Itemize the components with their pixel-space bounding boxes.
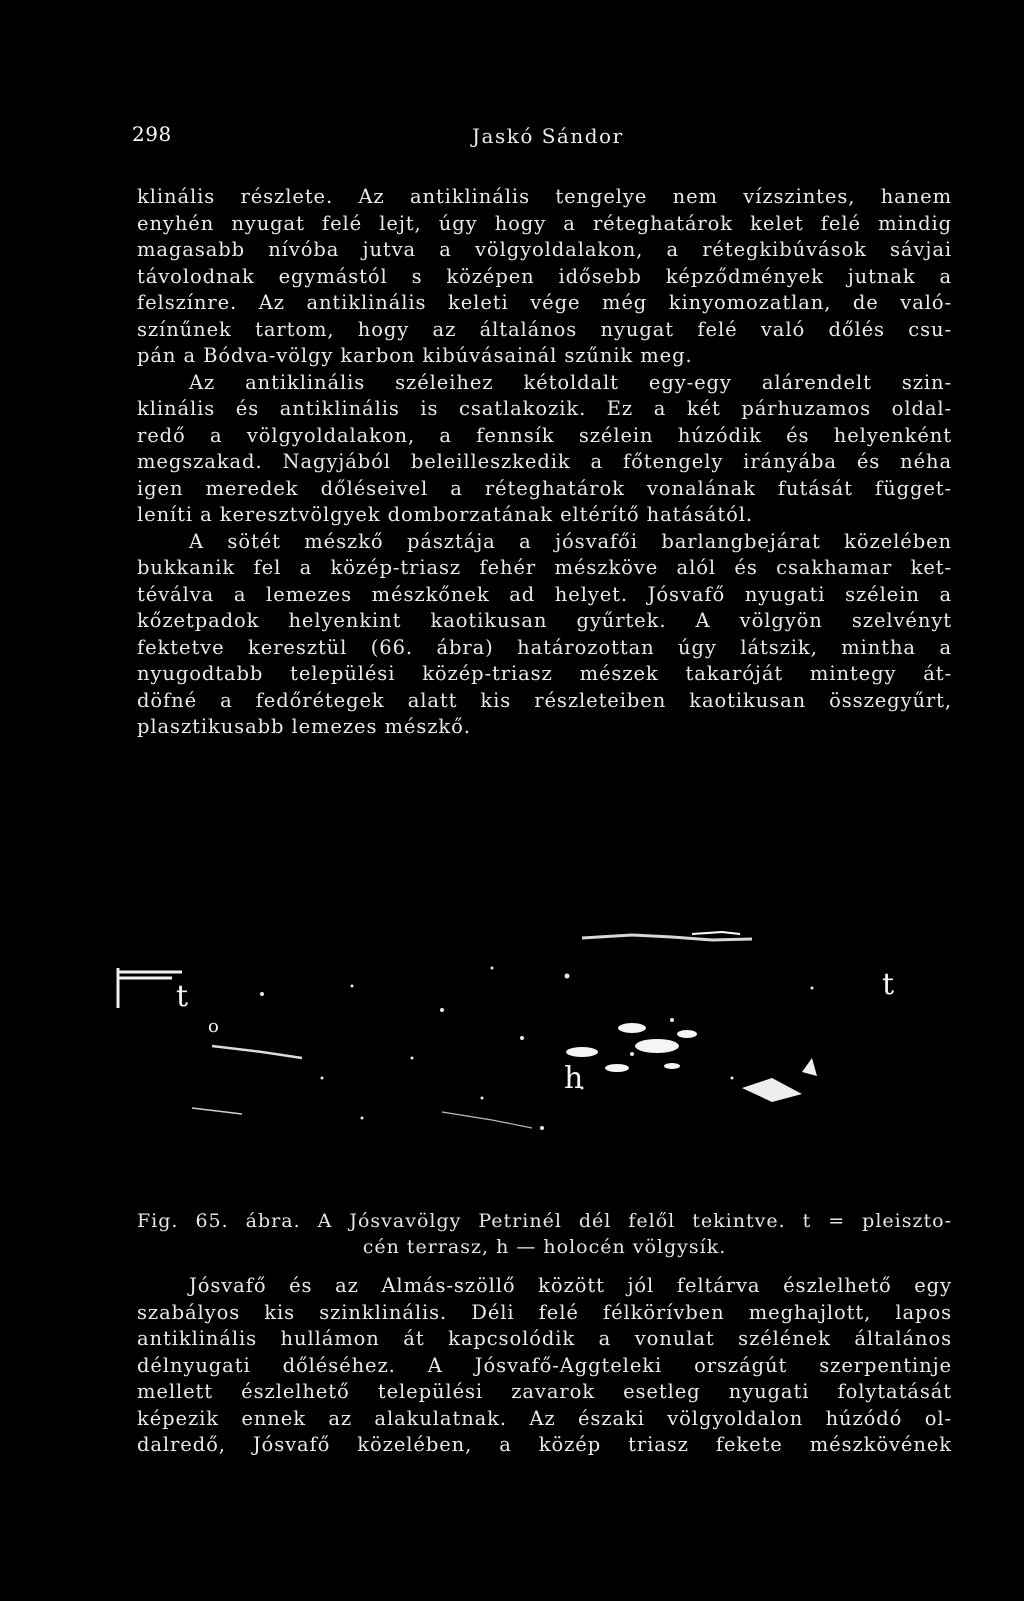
text-line: színűnek tartom, hogy az általános nyugat felé való dőlés csu- xyxy=(137,317,952,341)
label-h: h xyxy=(564,1061,584,1096)
running-head: Jaskó Sándor xyxy=(472,124,624,148)
text-line: igen meredek dőléseivel a réteghatárok vonalának futását függet- xyxy=(137,476,952,500)
caption-line: cén terrasz, h — holocén völgysík. xyxy=(362,1236,727,1258)
label-o: o xyxy=(208,1016,219,1037)
text-line: enyhén nyugat felé lejt, úgy hogy a réteghatárok kelet felé mindig xyxy=(137,211,952,235)
text-line: klinális és antiklinális is csatlakozik. Ez a két párhuzamos oldal- xyxy=(137,397,952,420)
text-line: Az antiklinális széleihez kétoldalt egy-egy alárendelt szin- xyxy=(189,370,952,394)
text-line: távolodnak egymástól s középen idősebb képződmények jutnak a xyxy=(137,264,952,288)
text-line: mellett észlelhető települési zavarok esetleg nyugati folytatását xyxy=(137,1380,952,1403)
label-t-right: t xyxy=(882,967,895,1002)
text-line: Jósvafő és az Almás-szöllő között jól feltárva észlelhető egy xyxy=(189,1274,952,1297)
text-line: pán a Bódva-völgy karbon kibúvásainál szűnik meg. xyxy=(137,344,693,367)
text-line: képezik ennek az alakulatnak. Az északi völgyoldalon húzódó ol- xyxy=(137,1406,952,1430)
text-line: fektetve keresztül (66. ábra) határozottan úgy látszik, mintha a xyxy=(137,635,952,659)
text-line: megszakad. Nagyjából beleilleszkedik a főtengely irányába és néha xyxy=(137,450,952,473)
text-line: döfné a fedőrétegek alatt kis részleteiben kaotikusan összegyűrt, xyxy=(137,688,952,712)
text-line: kőzetpadok helyenkint kaotikusan gyűrtek. A völgyön szelvényt xyxy=(137,609,952,632)
body-text-lower xyxy=(137,1273,952,1459)
body-text-upper xyxy=(137,184,952,741)
valley-photograph xyxy=(112,928,924,1218)
label-t-left: t xyxy=(176,979,189,1014)
text-line: szabályos kis szinklinális. Déli felé félkörívben meghajlott, lapos xyxy=(137,1300,952,1324)
text-line: leníti a keresztvölgyek domborzatának eltérítő hatásától. xyxy=(137,503,753,526)
figure-caption xyxy=(137,1208,952,1260)
text-line: bukkanik fel a közép-triasz fehér mészköve alól és csakhamar ket- xyxy=(137,556,952,579)
text-line: antiklinális hullámon át kapcsolódik a vonulat szélének általános xyxy=(137,1327,952,1350)
text-line: délnyugati dőléséhez. A Jósvafő-Aggteleki országút szerpentinje xyxy=(137,1353,952,1377)
text-line: klinális részlete. Az antiklinális tengelye nem vízszintes, hanem xyxy=(137,185,952,208)
text-line: nyugodtabb települési közép-triasz mészek takaróját mintegy át- xyxy=(137,662,952,685)
page-header xyxy=(132,122,952,152)
text-line: A sötét mészkő pásztája a jósvafői barlangbejárat közelében xyxy=(189,529,952,553)
text-line: felszínre. Az antiklinális keleti vége még kinyomozatlan, de való- xyxy=(137,291,952,314)
text-line: redő a völgyoldalakon, a fennsík szélein húzódik és helyenként xyxy=(137,423,952,447)
text-line: plasztikusabb lemezes mészkő. xyxy=(137,715,471,738)
valley-photograph-figure xyxy=(112,928,924,1218)
text-line: magasabb nívóba jutva a völgyoldalakon, a rétegkibúvások sávjai xyxy=(137,238,952,261)
text-line: téválva a lemezes mészkőnek ad helyet. Jósvafő nyugati szélein a xyxy=(137,582,952,606)
page-number: 298 xyxy=(132,122,172,146)
caption-line: Fig. 65. ábra. A Jósvavölgy Petrinél dél felől tekintve. t = pleiszto- xyxy=(137,1210,952,1232)
text-line: dalredő, Jósvafő közelében, a közép triasz fekete mészkövének xyxy=(137,1433,952,1456)
